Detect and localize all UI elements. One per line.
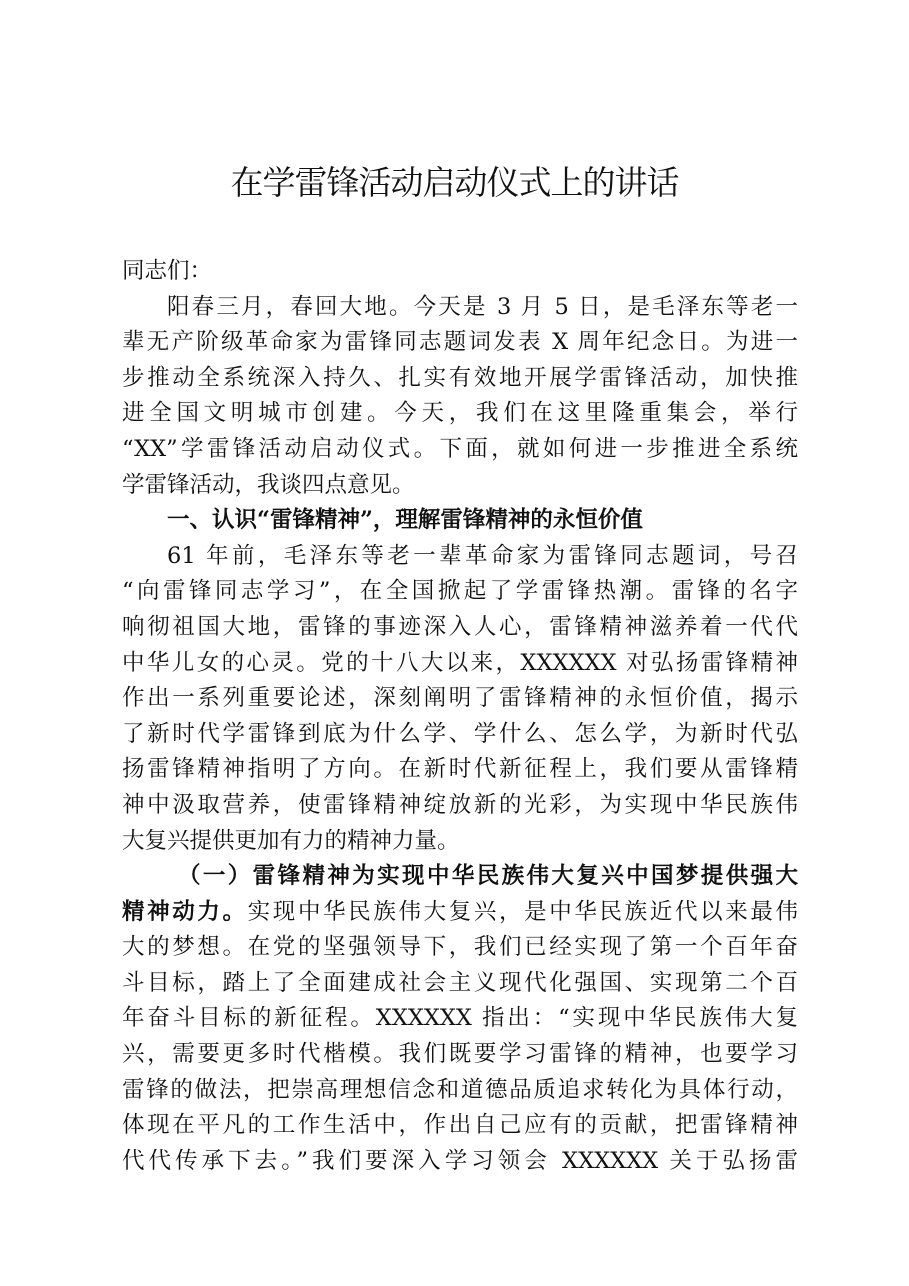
paragraph-line: 了新时代学雷锋到底为什么学、学什么、怎么学，为新时代弘 [122,720,798,747]
salutation: 同志们： [122,258,213,284]
paragraph-line: 扬雷锋精神指明了方向。在新时代新征程上，我们要从雷锋精 [122,756,798,783]
subsection-heading: （一）雷锋精神为实现中华民族伟大复兴中国梦提供强大 [178,863,798,890]
paragraph-line: 61 年前，毛泽东等老一辈革命家为雷锋同志题词，号召 [167,542,798,569]
paragraph-line: 兴，需要更多时代楷模。我们既要学习雷锋的精神，也要学习 [122,1041,798,1068]
paragraph-text: 实现中华民族伟大复兴，是中华民族近代以来最伟 [247,898,798,925]
paragraph-line: 神中汲取营养，使雷锋精神绽放新的光彩，为实现中华民族伟 [122,791,798,818]
document-body [122,254,798,1179]
subsection-heading-end: 精神动力。 [122,898,248,925]
paragraph-line: 年奋斗目标的新征程。XXXXXX 指出：“实现中华民族伟大复 [122,1005,798,1032]
paragraph-line: 代代传承下去。”我们要深入学习领会 XXXXXX 关于弘扬雷 [122,1147,798,1174]
paragraph-line: 辈无产阶级革命家为雷锋同志题词发表 X 周年纪念日。为进一 [122,329,798,356]
paragraph-line: 响彻祖国大地，雷锋的事迹深入人心，雷锋精神滋养着一代代 [122,613,798,640]
paragraph-line: 步推动全系统深入持久、扎实有效地开展学雷锋活动，加快推 [122,364,798,391]
paragraph-line: 体现在平凡的工作生活中，作出自己应有的贡献，把雷锋精神 [122,1112,798,1139]
paragraph-line: 进全国文明城市创建。今天，我们在这里隆重集会，举行 [122,400,798,427]
paragraph-line: “向雷锋同志学习”，在全国掀起了学雷锋热潮。雷锋的名字 [122,578,798,605]
paragraph-line: 学雷锋活动，我谈四点意见。 [122,471,415,498]
paragraph-line-mixed [122,895,798,931]
paragraph-line: 阳春三月，春回大地。今天是 3 月 5 日，是毛泽东等老一 [167,293,798,320]
paragraph-line: 作出一系列重要论述，深刻阐明了雷锋精神的永恒价值，揭示 [122,685,798,712]
paragraph-line: 雷锋的做法，把崇高理想信念和道德品质追求转化为具体行动， [122,1076,798,1103]
paragraph-line: 中华儿女的心灵。党的十八大以来，XXXXXX 对弘扬雷锋精神 [122,649,798,676]
section-heading: 一、认识“雷锋精神”，理解雷锋精神的永恒价值 [167,507,643,534]
document-title: 在学雷锋活动启动仪式上的讲话 [230,163,679,202]
paragraph-line: 大复兴提供更加有力的精神力量。 [122,827,460,854]
paragraph-line: 大的梦想。在党的坚强领导下，我们已经实现了第一个百年奋 [122,934,798,961]
paragraph-line: 斗目标，踏上了全面建成社会主义现代化强国、实现第二个百 [122,969,798,996]
paragraph-line: “XX”学雷锋活动启动仪式。下面，就如何进一步推进全系统 [122,435,798,462]
